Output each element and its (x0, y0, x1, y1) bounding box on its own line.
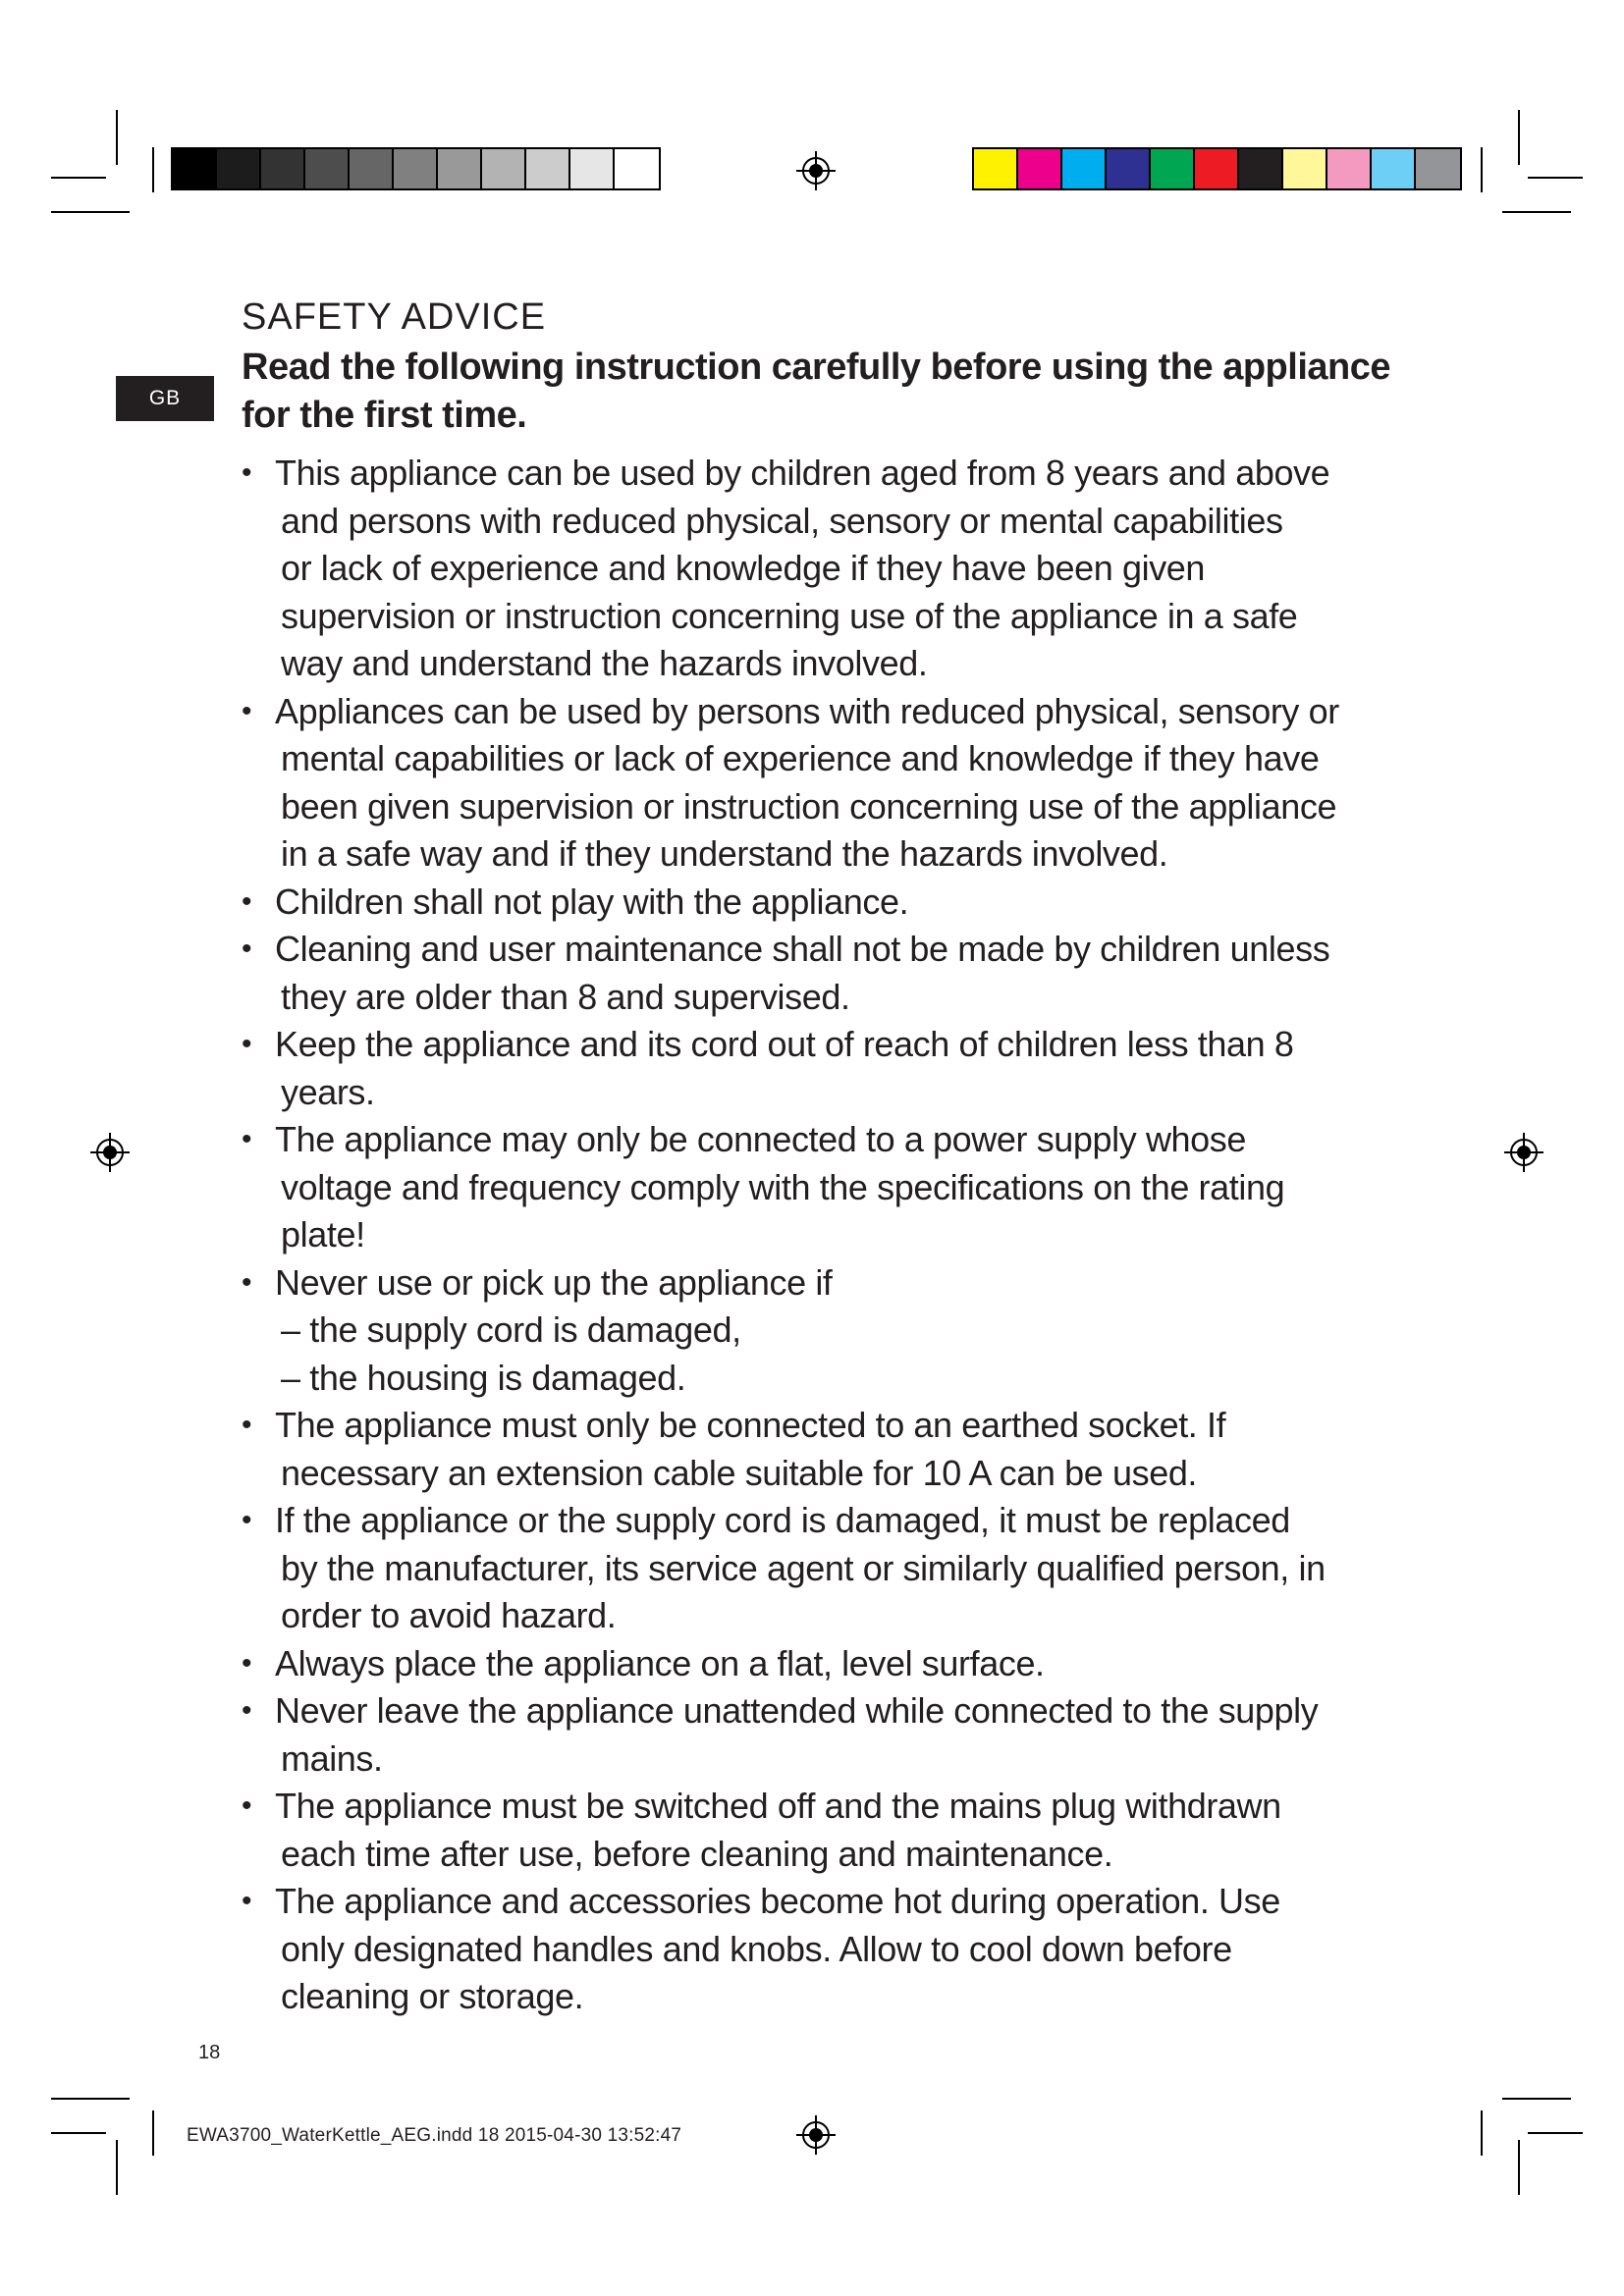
list-item-line: years. (281, 1071, 375, 1112)
list-item-line: Keep the appliance and its cord out of reach of children less than 8 (275, 1024, 1294, 1064)
color-swatch (1416, 149, 1460, 188)
intro-line: for the first time. (242, 395, 527, 436)
bullet-icon: • (242, 1694, 252, 1727)
list-item-line: necessary an extension cable suitable for 10 A can be used. (281, 1452, 1198, 1493)
color-swatch (974, 149, 1018, 188)
bullet-icon: • (242, 1123, 252, 1155)
safety-advice-list (242, 450, 1420, 2021)
list-item (242, 450, 1420, 688)
crop-mark (1528, 2132, 1583, 2134)
crop-mark (1528, 177, 1583, 179)
list-item (242, 879, 1420, 927)
gray-swatch (570, 149, 615, 188)
color-swatch (1327, 149, 1372, 188)
print-file-info: EWA3700_WaterKettle_AEG.indd 18 2015-04-30 13:52:47 (187, 2125, 682, 2146)
crop-mark (1502, 2098, 1571, 2100)
crop-mark (51, 2132, 106, 2134)
crop-mark (1481, 2110, 1483, 2156)
list-item-line: The appliance must only be connected to an earthed socket. If (275, 1405, 1226, 1445)
bullet-icon: • (242, 456, 252, 489)
list-item-line: Children shall not play with the appliance. (275, 881, 909, 922)
list-item-line: mains. (281, 1737, 383, 1779)
crop-mark (1518, 2140, 1520, 2195)
bullet-icon: • (242, 1409, 252, 1441)
list-item-line: in a safe way and if they understand the hazards involved. (281, 833, 1168, 874)
gray-swatch (394, 149, 438, 188)
crop-mark (1502, 211, 1571, 213)
language-tab-label: GB (148, 387, 182, 409)
list-item-line: Never use or pick up the appliance if (275, 1261, 833, 1303)
list-item (242, 1259, 1420, 1403)
gray-swatch (173, 149, 217, 188)
bullet-icon: • (242, 884, 252, 918)
list-item-line: only designated handles and knobs. Allow to cool down before (281, 1928, 1232, 1969)
color-swatch (1107, 149, 1151, 188)
color-swatch (1018, 149, 1062, 188)
list-item-line: they are older than 8 and supervised. (281, 976, 850, 1017)
crop-mark (152, 147, 154, 192)
color-swatch (1283, 149, 1327, 188)
list-item-line: – the housing is damaged. (281, 1357, 686, 1398)
gray-swatch (305, 149, 350, 188)
list-item (242, 1878, 1420, 2021)
process-color-bar (972, 147, 1462, 190)
crop-mark (1481, 147, 1483, 192)
gray-swatch (482, 149, 526, 188)
intro-text (242, 344, 1420, 440)
list-item-line: been given supervision or instruction concerning use of the appliance (281, 785, 1337, 827)
bullet-icon: • (242, 1646, 252, 1680)
list-item (242, 926, 1420, 1021)
list-item (242, 1783, 1420, 1878)
crop-mark (116, 110, 118, 165)
bullet-icon: • (242, 1504, 252, 1536)
crop-mark (1518, 110, 1520, 165)
list-item-line: – the supply cord is damaged, (281, 1309, 741, 1350)
section-title: SAFETY ADVICE (242, 296, 547, 338)
language-tab (116, 376, 214, 421)
list-item-line: cleaning or storage. (281, 1976, 584, 2016)
crop-mark (51, 2098, 130, 2100)
list-item (242, 1687, 1420, 1783)
bullet-icon: • (242, 1885, 252, 1917)
registration-mark-icon (1504, 1133, 1543, 1172)
color-swatch (1062, 149, 1107, 188)
bullet-icon: • (242, 933, 252, 965)
bullet-icon: • (242, 1789, 252, 1822)
gray-swatch (438, 149, 482, 188)
list-item-line: or lack of experience and knowledge if they have been given (281, 548, 1206, 588)
crop-mark (51, 177, 106, 179)
list-item-line: Always place the appliance on a flat, level surface. (275, 1642, 1045, 1683)
list-item-line: each time after use, before cleaning and maintenance. (281, 1833, 1113, 1874)
list-item (242, 1116, 1420, 1259)
gray-swatch (217, 149, 261, 188)
intro-line: Read the following instruction carefully before using the appliance (242, 347, 1390, 388)
list-item-line: supervision or instruction concerning use of the appliance in a safe (281, 595, 1298, 636)
list-item (242, 1402, 1420, 1497)
list-item-line: The appliance may only be connected to a power supply whose (275, 1119, 1247, 1159)
list-item-line: way and understand the hazards involved. (281, 643, 928, 683)
list-item-line: Never leave the appliance unattended while connected to the supply (275, 1690, 1319, 1731)
grayscale-color-bar (171, 147, 661, 190)
registration-mark-icon (90, 1133, 130, 1172)
list-item (242, 688, 1420, 879)
registration-mark-icon (796, 2115, 836, 2155)
list-item (242, 1021, 1420, 1116)
crop-mark (152, 2110, 154, 2156)
bullet-icon: • (242, 694, 252, 727)
bullet-icon: • (242, 1265, 252, 1299)
list-item (242, 1497, 1420, 1640)
list-item-line: Cleaning and user maintenance shall not be made by children unless (275, 929, 1330, 969)
list-item-line: order to avoid hazard. (281, 1595, 617, 1635)
list-item-line: If the appliance or the supply cord is damaged, it must be replaced (275, 1500, 1290, 1540)
color-swatch (1372, 149, 1416, 188)
list-item-line: Appliances can be used by persons with reduced physical, sensory or (275, 690, 1339, 731)
gray-swatch (261, 149, 305, 188)
bullet-icon: • (242, 1028, 252, 1060)
registration-mark-icon (796, 151, 836, 190)
color-swatch (1195, 149, 1239, 188)
crop-mark (51, 211, 130, 213)
list-item (242, 1640, 1420, 1688)
color-swatch (1239, 149, 1283, 188)
gray-swatch (350, 149, 394, 188)
crop-mark (116, 2140, 118, 2195)
list-item-line: This appliance can be used by children aged from 8 years and above (275, 453, 1330, 493)
list-item-line: The appliance and accessories become hot during operation. Use (275, 1881, 1280, 1921)
list-item-line: by the manufacturer, its service agent or similarly qualified person, in (281, 1547, 1326, 1588)
gray-swatch (526, 149, 570, 188)
list-item-line: plate! (281, 1214, 365, 1255)
list-item-line: voltage and frequency comply with the specifications on the rating (281, 1166, 1285, 1207)
page-number: 18 (198, 2042, 221, 2063)
list-item-line: mental capabilities or lack of experience and knowledge if they have (281, 738, 1320, 778)
gray-swatch (615, 149, 659, 188)
color-swatch (1151, 149, 1195, 188)
list-item-line: and persons with reduced physical, sensory or mental capabilities (281, 500, 1283, 541)
list-item-line: The appliance must be switched off and the mains plug withdrawn (275, 1786, 1281, 1826)
